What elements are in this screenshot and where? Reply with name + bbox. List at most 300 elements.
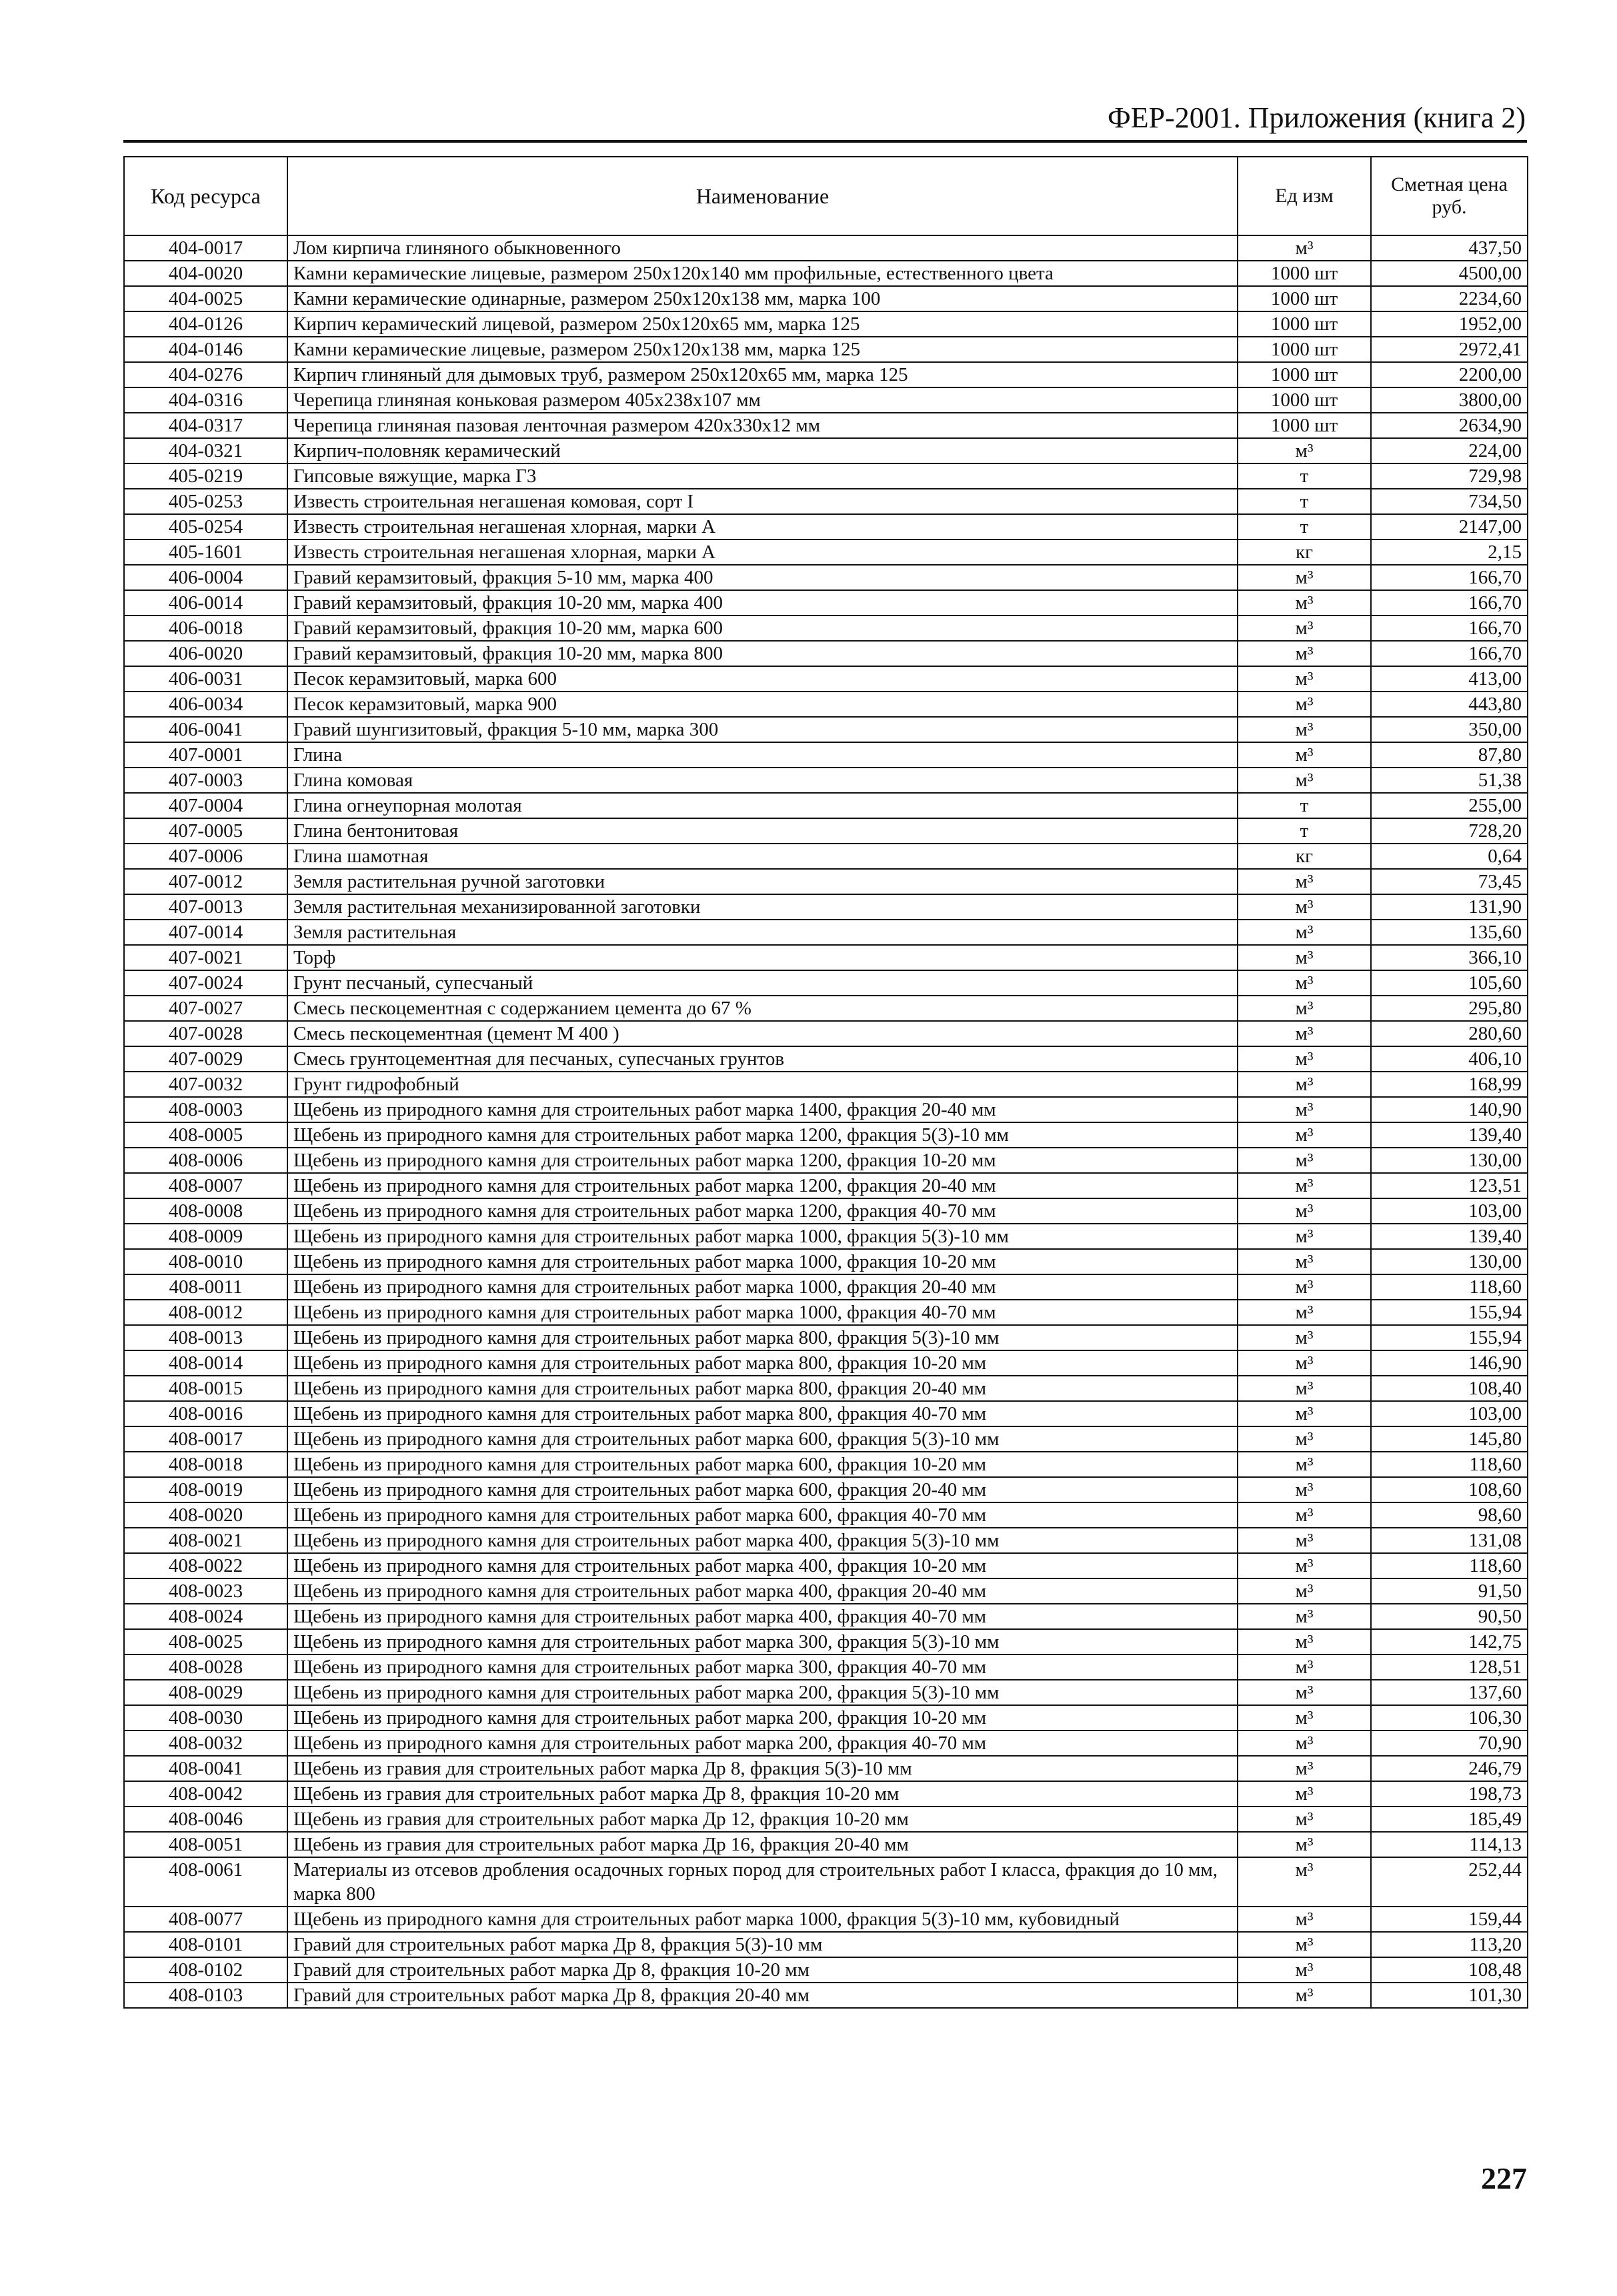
- unit-cell: м³: [1238, 641, 1371, 666]
- price-cell: 114,13: [1371, 1832, 1528, 1857]
- unit-cell: м³: [1238, 590, 1371, 616]
- table-row: [124, 1350, 1528, 1376]
- resource-code-cell: 405-0253: [124, 489, 287, 514]
- table-row: [124, 463, 1528, 489]
- resource-code-cell: 408-0029: [124, 1680, 287, 1705]
- price-cell: 224,00: [1371, 438, 1528, 463]
- resource-name-cell: Щебень из природного камня для строительных работ марка 1200, фракция 10-20 мм: [287, 1148, 1238, 1173]
- table-header-row: [124, 157, 1528, 235]
- resource-code-cell: 408-0016: [124, 1401, 287, 1426]
- resource-code-cell: 408-0010: [124, 1249, 287, 1274]
- resource-code-cell: 407-0012: [124, 869, 287, 894]
- table-row: [124, 1578, 1528, 1604]
- unit-cell: м³: [1238, 1680, 1371, 1705]
- resource-name-cell: Глина бентонитовая: [287, 818, 1238, 844]
- price-cell: 131,90: [1371, 894, 1528, 920]
- table-row: [124, 1173, 1528, 1198]
- running-header: ФЕР-2001. Приложения (книга 2): [1108, 101, 1526, 134]
- table-row: [124, 1680, 1528, 1705]
- resource-code-cell: 408-0102: [124, 1957, 287, 1983]
- table-row: [124, 1452, 1528, 1477]
- table-row: [124, 1907, 1528, 1932]
- unit-cell: м³: [1238, 1198, 1371, 1224]
- price-cell: 101,30: [1371, 1983, 1528, 2008]
- unit-cell: 1000 шт: [1238, 387, 1371, 413]
- resource-name-cell: Гравий керамзитовый, фракция 10-20 мм, марка 400: [287, 590, 1238, 616]
- unit-cell: м³: [1238, 869, 1371, 894]
- resource-code-cell: 408-0061: [124, 1857, 287, 1907]
- resource-name-cell: Известь строительная негашеная хлорная, марки А: [287, 514, 1238, 539]
- resource-code-cell: 404-0126: [124, 311, 287, 337]
- price-cell: 128,51: [1371, 1654, 1528, 1680]
- unit-cell: м³: [1238, 1122, 1371, 1148]
- resource-code-cell: 407-0014: [124, 920, 287, 945]
- resource-name-cell: Щебень из природного камня для строительных работ марка 800, фракция 20-40 мм: [287, 1376, 1238, 1401]
- unit-cell: м³: [1238, 1148, 1371, 1173]
- table-row: [124, 920, 1528, 945]
- unit-cell: м³: [1238, 1857, 1371, 1907]
- resource-name-cell: Камни керамические лицевые, размером 250x120x138 мм, марка 125: [287, 337, 1238, 362]
- price-cell: 130,00: [1371, 1148, 1528, 1173]
- resource-code-cell: 408-0005: [124, 1122, 287, 1148]
- resource-name-cell: Глина комовая: [287, 768, 1238, 793]
- price-cell: 406,10: [1371, 1046, 1528, 1072]
- table-row: [124, 818, 1528, 844]
- resource-name-cell: Материалы из отсевов дробления осадочных горных пород для строительных работ I класса, фракция до 10 мм, марка 800: [287, 1857, 1238, 1907]
- unit-cell: м³: [1238, 616, 1371, 641]
- table-row: [124, 1274, 1528, 1300]
- resource-name-cell: Грунт гидрофобный: [287, 1072, 1238, 1097]
- table-row: [124, 1224, 1528, 1249]
- unit-cell: м³: [1238, 1173, 1371, 1198]
- resource-name-cell: Песок керамзитовый, марка 900: [287, 692, 1238, 717]
- price-cell: 118,60: [1371, 1553, 1528, 1578]
- resource-name-cell: Гравий керамзитовый, фракция 5-10 мм, марка 400: [287, 565, 1238, 590]
- resource-name-cell: Гравий керамзитовый, фракция 10-20 мм, марка 600: [287, 616, 1238, 641]
- unit-cell: м³: [1238, 742, 1371, 768]
- table-row: [124, 1957, 1528, 1983]
- resource-code-cell: 407-0005: [124, 818, 287, 844]
- resource-code-cell: 407-0001: [124, 742, 287, 768]
- resource-code-cell: 404-0017: [124, 235, 287, 261]
- resource-code-cell: 407-0013: [124, 894, 287, 920]
- resource-code-cell: 404-0316: [124, 387, 287, 413]
- resource-code-cell: 406-0031: [124, 666, 287, 692]
- resource-name-cell: Гравий керамзитовый, фракция 10-20 мм, марка 800: [287, 641, 1238, 666]
- price-cell: 280,60: [1371, 1021, 1528, 1046]
- resource-name-cell: Щебень из гравия для строительных работ марка Др 12, фракция 10-20 мм: [287, 1807, 1238, 1832]
- unit-cell: т: [1238, 489, 1371, 514]
- price-cell: 70,90: [1371, 1731, 1528, 1756]
- price-cell: 295,80: [1371, 996, 1528, 1021]
- unit-cell: м³: [1238, 1756, 1371, 1781]
- resource-code-cell: 404-0321: [124, 438, 287, 463]
- unit-cell: м³: [1238, 565, 1371, 590]
- table-row: [124, 362, 1528, 387]
- resource-name-cell: Щебень из природного камня для строительных работ марка 400, фракция 10-20 мм: [287, 1553, 1238, 1578]
- resource-name-cell: Песок керамзитовый, марка 600: [287, 666, 1238, 692]
- resource-code-cell: 408-0046: [124, 1807, 287, 1832]
- unit-cell: кг: [1238, 539, 1371, 565]
- unit-cell: м³: [1238, 1426, 1371, 1452]
- table-row: [124, 387, 1528, 413]
- unit-cell: м³: [1238, 1072, 1371, 1097]
- unit-cell: м³: [1238, 1401, 1371, 1426]
- price-cell: 2147,00: [1371, 514, 1528, 539]
- resource-name-cell: Черепица глиняная коньковая размером 405x238x107 мм: [287, 387, 1238, 413]
- price-cell: 139,40: [1371, 1224, 1528, 1249]
- price-cell: 2972,41: [1371, 337, 1528, 362]
- resource-code-cell: 407-0024: [124, 970, 287, 996]
- unit-cell: м³: [1238, 945, 1371, 970]
- price-cell: 2234,60: [1371, 286, 1528, 311]
- table-row: [124, 1983, 1528, 2008]
- resource-code-cell: 406-0018: [124, 616, 287, 641]
- resource-code-cell: 408-0030: [124, 1705, 287, 1731]
- resource-name-cell: Щебень из природного камня для строительных работ марка 1200, фракция 5(3)-10 мм: [287, 1122, 1238, 1148]
- price-cell: 135,60: [1371, 920, 1528, 945]
- resource-name-cell: Щебень из природного камня для строительных работ марка 1000, фракция 5(3)-10 мм: [287, 1224, 1238, 1249]
- unit-cell: м³: [1238, 1578, 1371, 1604]
- table-row: [124, 641, 1528, 666]
- price-cell: 198,73: [1371, 1781, 1528, 1807]
- unit-cell: т: [1238, 818, 1371, 844]
- resource-name-cell: Щебень из природного камня для строительных работ марка 400, фракция 5(3)-10 мм: [287, 1528, 1238, 1553]
- resource-name-cell: Глина: [287, 742, 1238, 768]
- table-row: [124, 1832, 1528, 1857]
- resource-name-cell: Щебень из природного камня для строительных работ марка 300, фракция 40-70 мм: [287, 1654, 1238, 1680]
- unit-cell: м³: [1238, 970, 1371, 996]
- resource-code-cell: 408-0009: [124, 1224, 287, 1249]
- resource-name-cell: Щебень из гравия для строительных работ марка Др 16, фракция 20-40 мм: [287, 1832, 1238, 1857]
- unit-cell: м³: [1238, 1249, 1371, 1274]
- table-row: [124, 565, 1528, 590]
- price-cell: 131,08: [1371, 1528, 1528, 1553]
- resource-code-cell: 406-0004: [124, 565, 287, 590]
- unit-cell: т: [1238, 514, 1371, 539]
- resource-name-cell: Земля растительная: [287, 920, 1238, 945]
- resource-price-table: [123, 156, 1528, 2009]
- table-row: [124, 1781, 1528, 1807]
- resource-code-cell: 408-0101: [124, 1932, 287, 1957]
- table-row: [124, 1198, 1528, 1224]
- table-row: [124, 413, 1528, 438]
- price-cell: 108,40: [1371, 1376, 1528, 1401]
- price-cell: 113,20: [1371, 1932, 1528, 1957]
- unit-cell: т: [1238, 793, 1371, 818]
- table-row: [124, 514, 1528, 539]
- table-row: [124, 1046, 1528, 1072]
- price-cell: 443,80: [1371, 692, 1528, 717]
- resource-code-cell: 408-0041: [124, 1756, 287, 1781]
- table-row: [124, 1604, 1528, 1629]
- table-row: [124, 793, 1528, 818]
- price-cell: 366,10: [1371, 945, 1528, 970]
- unit-cell: м³: [1238, 1983, 1371, 2008]
- resource-name-cell: Щебень из природного камня для строительных работ марка 1000, фракция 5(3)-10 мм, кубовидный: [287, 1907, 1238, 1932]
- resource-code-cell: 408-0003: [124, 1097, 287, 1122]
- price-cell: 255,00: [1371, 793, 1528, 818]
- resource-name-cell: Щебень из природного камня для строительных работ марка 1000, фракция 20-40 мм: [287, 1274, 1238, 1300]
- resource-code-cell: 408-0007: [124, 1173, 287, 1198]
- resource-name-cell: Кирпич керамический лицевой, размером 250x120x65 мм, марка 125: [287, 311, 1238, 337]
- price-cell: 0,64: [1371, 844, 1528, 869]
- unit-cell: м³: [1238, 1376, 1371, 1401]
- unit-cell: 1000 шт: [1238, 286, 1371, 311]
- price-cell: 159,44: [1371, 1907, 1528, 1932]
- table-row: [124, 539, 1528, 565]
- price-cell: 168,99: [1371, 1072, 1528, 1097]
- table-row: [124, 1654, 1528, 1680]
- unit-cell: м³: [1238, 1807, 1371, 1832]
- table-row: [124, 1807, 1528, 1832]
- resource-name-cell: Земля растительная ручной заготовки: [287, 869, 1238, 894]
- price-cell: 103,00: [1371, 1401, 1528, 1426]
- resource-code-cell: 408-0013: [124, 1325, 287, 1350]
- table-row: [124, 616, 1528, 641]
- resource-name-cell: Щебень из природного камня для строительных работ марка 800, фракция 10-20 мм: [287, 1350, 1238, 1376]
- resource-code-cell: 404-0146: [124, 337, 287, 362]
- resource-name-cell: Глина огнеупорная молотая: [287, 793, 1238, 818]
- price-cell: 108,60: [1371, 1477, 1528, 1502]
- price-cell: 130,00: [1371, 1249, 1528, 1274]
- resource-name-cell: Щебень из природного камня для строительных работ марка 800, фракция 40-70 мм: [287, 1401, 1238, 1426]
- resource-name-cell: Кирпич глиняный для дымовых труб, размером 250x120x65 мм, марка 125: [287, 362, 1238, 387]
- unit-cell: м³: [1238, 1957, 1371, 1983]
- resource-code-cell: 408-0014: [124, 1350, 287, 1376]
- unit-cell: м³: [1238, 1350, 1371, 1376]
- price-cell: 142,75: [1371, 1629, 1528, 1654]
- resource-name-cell: Земля растительная механизированной заготовки: [287, 894, 1238, 920]
- unit-cell: м³: [1238, 1528, 1371, 1553]
- resource-code-cell: 408-0042: [124, 1781, 287, 1807]
- unit-cell: м³: [1238, 1452, 1371, 1477]
- table-row: [124, 1300, 1528, 1325]
- price-cell: 2,15: [1371, 539, 1528, 565]
- unit-cell: м³: [1238, 692, 1371, 717]
- table-row: [124, 1021, 1528, 1046]
- unit-cell: м³: [1238, 717, 1371, 742]
- resource-name-cell: Гипсовые вяжущие, марка Г3: [287, 463, 1238, 489]
- price-cell: 734,50: [1371, 489, 1528, 514]
- header-rule: [123, 140, 1527, 143]
- price-cell: 166,70: [1371, 641, 1528, 666]
- resource-code-cell: 408-0008: [124, 1198, 287, 1224]
- unit-cell: м³: [1238, 1325, 1371, 1350]
- price-cell: 2200,00: [1371, 362, 1528, 387]
- price-cell: 166,70: [1371, 616, 1528, 641]
- unit-cell: м³: [1238, 996, 1371, 1021]
- resource-code-cell: 405-0219: [124, 463, 287, 489]
- table-row: [124, 1629, 1528, 1654]
- price-cell: 155,94: [1371, 1325, 1528, 1350]
- resource-code-cell: 408-0024: [124, 1604, 287, 1629]
- unit-cell: м³: [1238, 894, 1371, 920]
- table-row: [124, 768, 1528, 793]
- table-row: [124, 1932, 1528, 1957]
- table-row: [124, 1731, 1528, 1756]
- price-cell: 139,40: [1371, 1122, 1528, 1148]
- unit-cell: м³: [1238, 1654, 1371, 1680]
- resource-name-cell: Камни керамические одинарные, размером 250x120x138 мм, марка 100: [287, 286, 1238, 311]
- price-cell: 140,90: [1371, 1097, 1528, 1122]
- table-row: [124, 869, 1528, 894]
- resource-name-cell: Щебень из природного камня для строительных работ марка 200, фракция 10-20 мм: [287, 1705, 1238, 1731]
- resource-name-cell: Щебень из гравия для строительных работ марка Др 8, фракция 10-20 мм: [287, 1781, 1238, 1807]
- table-row: [124, 844, 1528, 869]
- price-cell: 105,60: [1371, 970, 1528, 996]
- resource-code-cell: 404-0025: [124, 286, 287, 311]
- table-row: [124, 1325, 1528, 1350]
- resource-code-cell: 406-0014: [124, 590, 287, 616]
- table-row: [124, 1426, 1528, 1452]
- resource-name-cell: Глина шамотная: [287, 844, 1238, 869]
- price-cell: 729,98: [1371, 463, 1528, 489]
- table-row: [124, 1705, 1528, 1731]
- resource-code-cell: 407-0028: [124, 1021, 287, 1046]
- resource-name-cell: Щебень из природного камня для строительных работ марка 800, фракция 5(3)-10 мм: [287, 1325, 1238, 1350]
- table-row: [124, 742, 1528, 768]
- resource-name-cell: Щебень из природного камня для строительных работ марка 1000, фракция 10-20 мм: [287, 1249, 1238, 1274]
- resource-name-cell: Известь строительная негашеная хлорная, марки А: [287, 539, 1238, 565]
- price-cell: 118,60: [1371, 1274, 1528, 1300]
- table-row: [124, 970, 1528, 996]
- unit-cell: м³: [1238, 1097, 1371, 1122]
- resource-name-cell: Щебень из природного камня для строительных работ марка 1200, фракция 40-70 мм: [287, 1198, 1238, 1224]
- price-cell: 166,70: [1371, 565, 1528, 590]
- resource-code-cell: 408-0022: [124, 1553, 287, 1578]
- price-cell: 118,60: [1371, 1452, 1528, 1477]
- resource-code-cell: 408-0051: [124, 1832, 287, 1857]
- resource-name-cell: Камни керамические лицевые, размером 250x120x140 мм профильные, естественного цвета: [287, 261, 1238, 286]
- table-row: [124, 1477, 1528, 1502]
- unit-cell: 1000 шт: [1238, 362, 1371, 387]
- unit-cell: м³: [1238, 1832, 1371, 1857]
- unit-cell: м³: [1238, 1021, 1371, 1046]
- resource-name-cell: Щебень из природного камня для строительных работ марка 1000, фракция 40-70 мм: [287, 1300, 1238, 1325]
- resource-code-cell: 407-0006: [124, 844, 287, 869]
- resource-name-cell: Щебень из природного камня для строительных работ марка 600, фракция 40-70 мм: [287, 1502, 1238, 1528]
- price-cell: 108,48: [1371, 1957, 1528, 1983]
- table-row: [124, 945, 1528, 970]
- unit-cell: м³: [1238, 1629, 1371, 1654]
- price-cell: 87,80: [1371, 742, 1528, 768]
- unit-cell: м³: [1238, 1477, 1371, 1502]
- column-header-code: Код ресурса: [124, 157, 287, 235]
- table-row: [124, 692, 1528, 717]
- table-row: [124, 1097, 1528, 1122]
- resource-code-cell: 406-0034: [124, 692, 287, 717]
- table-row: [124, 1249, 1528, 1274]
- resource-code-cell: 407-0027: [124, 996, 287, 1021]
- price-cell: 106,30: [1371, 1705, 1528, 1731]
- table-row: [124, 1072, 1528, 1097]
- resource-code-cell: 404-0020: [124, 261, 287, 286]
- resource-name-cell: Черепица глиняная пазовая ленточная размером 420x330x12 мм: [287, 413, 1238, 438]
- resource-code-cell: 408-0020: [124, 1502, 287, 1528]
- table-row: [124, 1376, 1528, 1401]
- resource-code-cell: 404-0317: [124, 413, 287, 438]
- price-cell: 3800,00: [1371, 387, 1528, 413]
- table-row: [124, 1401, 1528, 1426]
- resource-name-cell: Щебень из природного камня для строительных работ марка 200, фракция 5(3)-10 мм: [287, 1680, 1238, 1705]
- price-cell: 413,00: [1371, 666, 1528, 692]
- resource-code-cell: 408-0006: [124, 1148, 287, 1173]
- resource-name-cell: Смесь пескоцементная с содержанием цемента до 67 %: [287, 996, 1238, 1021]
- resource-name-cell: Гравий для строительных работ марка Др 8, фракция 10-20 мм: [287, 1957, 1238, 1983]
- resource-code-cell: 404-0276: [124, 362, 287, 387]
- resource-name-cell: Щебень из природного камня для строительных работ марка 600, фракция 5(3)-10 мм: [287, 1426, 1238, 1452]
- unit-cell: 1000 шт: [1238, 261, 1371, 286]
- resource-code-cell: 407-0004: [124, 793, 287, 818]
- resource-name-cell: Щебень из гравия для строительных работ марка Др 8, фракция 5(3)-10 мм: [287, 1756, 1238, 1781]
- resource-code-cell: 408-0021: [124, 1528, 287, 1553]
- resource-code-cell: 408-0015: [124, 1376, 287, 1401]
- table-row: [124, 894, 1528, 920]
- resource-name-cell: Щебень из природного камня для строительных работ марка 400, фракция 40-70 мм: [287, 1604, 1238, 1629]
- resource-code-cell: 406-0020: [124, 641, 287, 666]
- resource-code-cell: 405-0254: [124, 514, 287, 539]
- resource-code-cell: 408-0018: [124, 1452, 287, 1477]
- page-number: 227: [1481, 2161, 1527, 2195]
- unit-cell: м³: [1238, 1907, 1371, 1932]
- unit-cell: м³: [1238, 235, 1371, 261]
- unit-cell: 1000 шт: [1238, 337, 1371, 362]
- resource-code-cell: 408-0012: [124, 1300, 287, 1325]
- resource-name-cell: Гравий шунгизитовый, фракция 5-10 мм, марка 300: [287, 717, 1238, 742]
- table-row: [124, 438, 1528, 463]
- resource-name-cell: Щебень из природного камня для строительных работ марка 200, фракция 40-70 мм: [287, 1731, 1238, 1756]
- price-cell: 73,45: [1371, 869, 1528, 894]
- table-row: [124, 261, 1528, 286]
- resource-name-cell: Щебень из природного камня для строительных работ марка 1200, фракция 20-40 мм: [287, 1173, 1238, 1198]
- table-row: [124, 1502, 1528, 1528]
- resource-name-cell: Щебень из природного камня для строительных работ марка 1400, фракция 20-40 мм: [287, 1097, 1238, 1122]
- price-cell: 145,80: [1371, 1426, 1528, 1452]
- resource-code-cell: 408-0103: [124, 1983, 287, 2008]
- column-header-name: Наименование: [287, 157, 1238, 235]
- resource-name-cell: Торф: [287, 945, 1238, 970]
- table-row: [124, 235, 1528, 261]
- resource-name-cell: Щебень из природного камня для строительных работ марка 600, фракция 20-40 мм: [287, 1477, 1238, 1502]
- unit-cell: кг: [1238, 844, 1371, 869]
- unit-cell: м³: [1238, 1705, 1371, 1731]
- price-cell: 137,60: [1371, 1680, 1528, 1705]
- resource-name-cell: Грунт песчаный, супесчаный: [287, 970, 1238, 996]
- resource-code-cell: 407-0021: [124, 945, 287, 970]
- resource-name-cell: Щебень из природного камня для строительных работ марка 400, фракция 20-40 мм: [287, 1578, 1238, 1604]
- table-row: [124, 1528, 1528, 1553]
- resource-code-cell: 407-0003: [124, 768, 287, 793]
- unit-cell: м³: [1238, 920, 1371, 945]
- price-cell: 246,79: [1371, 1756, 1528, 1781]
- price-cell: 103,00: [1371, 1198, 1528, 1224]
- resource-name-cell: Щебень из природного камня для строительных работ марка 600, фракция 10-20 мм: [287, 1452, 1238, 1477]
- resource-name-cell: Смесь пескоцементная (цемент М 400 ): [287, 1021, 1238, 1046]
- table-row: [124, 1857, 1528, 1907]
- price-cell: 350,00: [1371, 717, 1528, 742]
- resource-code-cell: 408-0017: [124, 1426, 287, 1452]
- unit-cell: м³: [1238, 1553, 1371, 1578]
- price-cell: 91,50: [1371, 1578, 1528, 1604]
- table-row: [124, 1122, 1528, 1148]
- unit-cell: м³: [1238, 1731, 1371, 1756]
- resource-name-cell: Лом кирпича глиняного обыкновенного: [287, 235, 1238, 261]
- price-cell: 155,94: [1371, 1300, 1528, 1325]
- column-header-unit: Ед изм: [1238, 157, 1371, 235]
- table-row: [124, 1148, 1528, 1173]
- resource-code-cell: 408-0032: [124, 1731, 287, 1756]
